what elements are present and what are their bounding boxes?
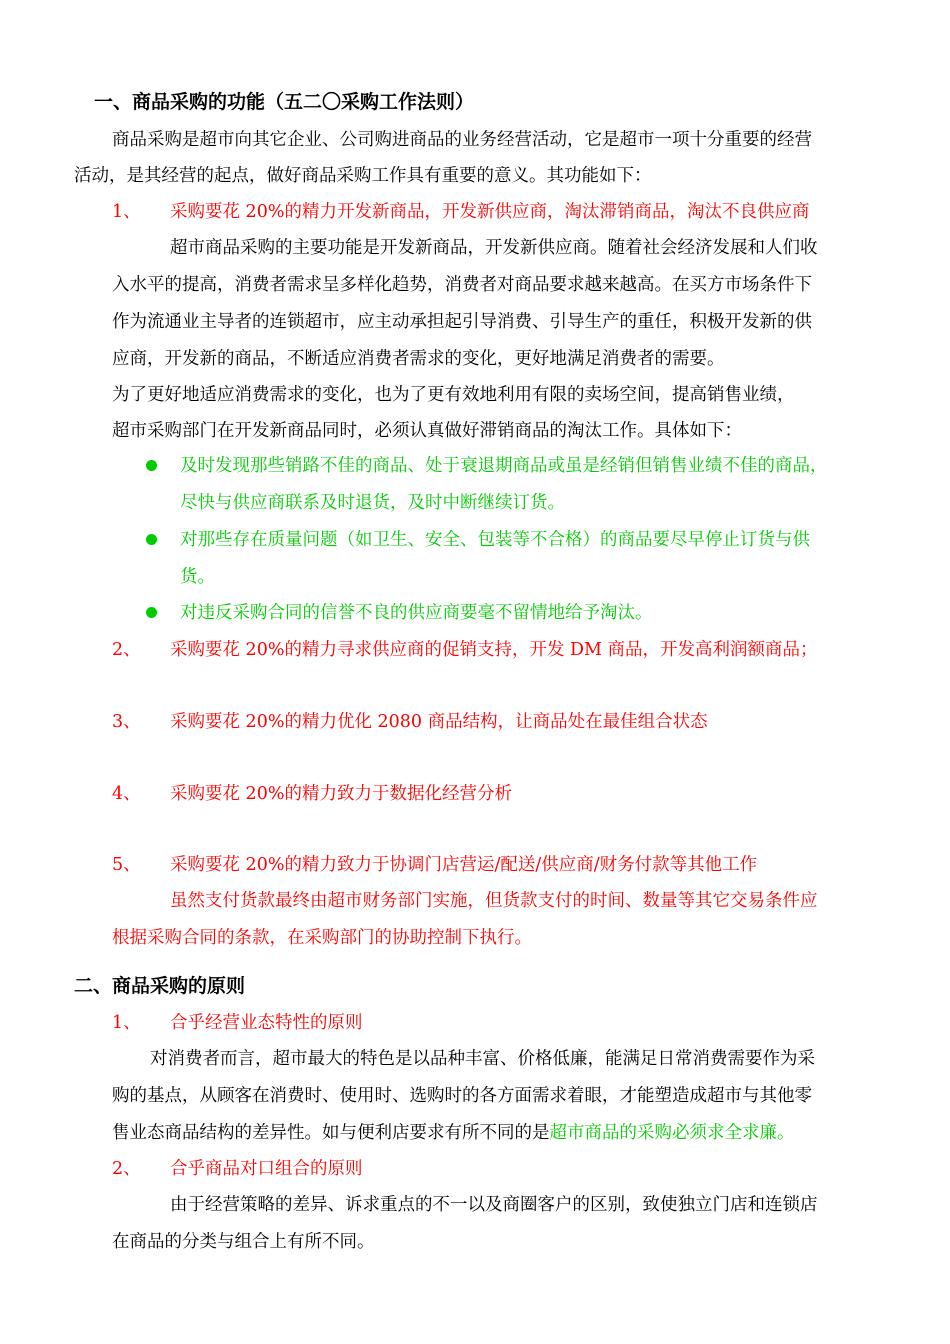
section2-item1 [112,1011,363,1035]
bullet2-line2: 货。 [180,567,215,587]
bullet1-line2: 尽快与供应商联系及时退货，及时中断继续订货。 [180,493,565,513]
bullet1-line1: 及时发现那些销路不佳的商品、处于衰退期商品或虽是经销但销售业绩不佳的商品， [180,456,828,476]
bullet-dot-icon [146,460,157,471]
item1-para-line5: 为了更好地适应消费需求的变化，也为了更有效地利用有限的卖场空间，提高销售业绩， [112,385,795,405]
item-number: 3、 [112,712,141,732]
item-number: 1、 [112,202,141,222]
section1-intro-line1: 商品采购是超市向其它企业、公司购进商品的业务经营活动，它是超市一项十分重要的经营 [112,130,812,150]
para-text: 售业态商品结构的差异性。如与便利店要求有所不同的是 [112,1123,550,1143]
item-number: 5、 [112,855,141,875]
highlight-text: 超市商品的采购必须求全求廉。 [549,1123,795,1143]
s2-item1-para-line1: 对消费者而言，超市最大的特色是以品种丰富、价格低廉，能满足日常消费需要作为采 [150,1049,815,1069]
bullet-dot-icon [146,534,157,545]
item-text: 采购要花 20%的精力致力于数据化经营分析 [170,784,512,804]
item-text: 合乎商品对口组合的原则 [170,1159,363,1179]
item-text: 合乎经营业态特性的原则 [170,1013,363,1033]
bullet-dot-icon [146,607,157,618]
s2-item2-para-line1: 由于经营策略的差异、诉求重点的不一以及商圈客户的区别，致使独立门店和连锁店 [170,1195,818,1215]
item1-para-line3: 作为流通业主导者的连锁超市，应主动承担起引导消费、引导生产的重任，积极开发新的供 [112,312,812,332]
item-number: 1、 [112,1013,141,1033]
item-number: 2、 [112,640,141,660]
item-text: 采购要花 20%的精力致力于协调门店营运/配送/供应商/财务付款等其他工作 [170,855,758,875]
bullet3-line1: 对违反采购合同的信誉不良的供应商要毫不留情地给予淘汰。 [180,603,653,623]
item-text: 采购要花 20%的精力寻求供应商的促销支持，开发 DM 商品，开发高利润额商品； [170,640,818,660]
section2-item2 [112,1157,363,1181]
item1-para-line6: 超市采购部门在开发新商品同时，必须认真做好滞销商品的淘汰工作。具体如下： [112,421,742,441]
item-text: 采购要花 20%的精力开发新商品，开发新供应商，淘汰滞销商品，淘汰不良供应商 [170,202,810,222]
item5-para-line2: 根据采购合同的条款，在采购部门的协助控制下执行。 [112,928,532,948]
item-text: 采购要花 20%的精力优化 2080 商品结构，让商品处在最佳组合状态 [170,712,708,732]
item5-para-line1: 虽然支付货款最终由超市财务部门实施，但货款支付的时间、数量等其它交易条件应 [170,891,818,911]
section1-item3 [112,710,708,734]
item1-para-line2: 入水平的提高，消费者需求呈多样化趋势，消费者对商品要求越来越高。在买方市场条件下 [112,275,812,295]
section1-item2 [112,638,818,662]
section1-item4 [112,782,512,806]
section1-title: 一、商品采购的功能（五二〇采购工作法则） [94,91,475,113]
item-number: 2、 [112,1159,141,1179]
s2-item1-para-line3 [112,1121,795,1145]
item1-para-line1: 超市商品采购的主要功能是开发新商品，开发新供应商。随着社会经济发展和人们收 [170,238,818,258]
s2-item1-para-line2: 购的基点，从顾客在消费时、使用时、选购时的各方面需求着眼，才能塑造成超市与其他零 [112,1086,812,1106]
section2-title: 二、商品采购的原则 [74,975,246,997]
section1-item5 [112,853,757,877]
section1-intro-line2: 活动，是其经营的起点，做好商品采购工作具有重要的意义。其功能如下： [74,166,652,186]
item-number: 4、 [112,784,141,804]
section1-item1 [112,200,809,224]
bullet2-line1: 对那些存在质量问题（如卫生、安全、包装等不合格）的商品要尽早停止订货与供 [180,530,810,550]
item1-para-line4: 应商，开发新的商品，不断适应消费者需求的变化，更好地满足消费者的需要。 [112,349,725,369]
s2-item2-para-line2: 在商品的分类与组合上有所不同。 [112,1232,375,1252]
